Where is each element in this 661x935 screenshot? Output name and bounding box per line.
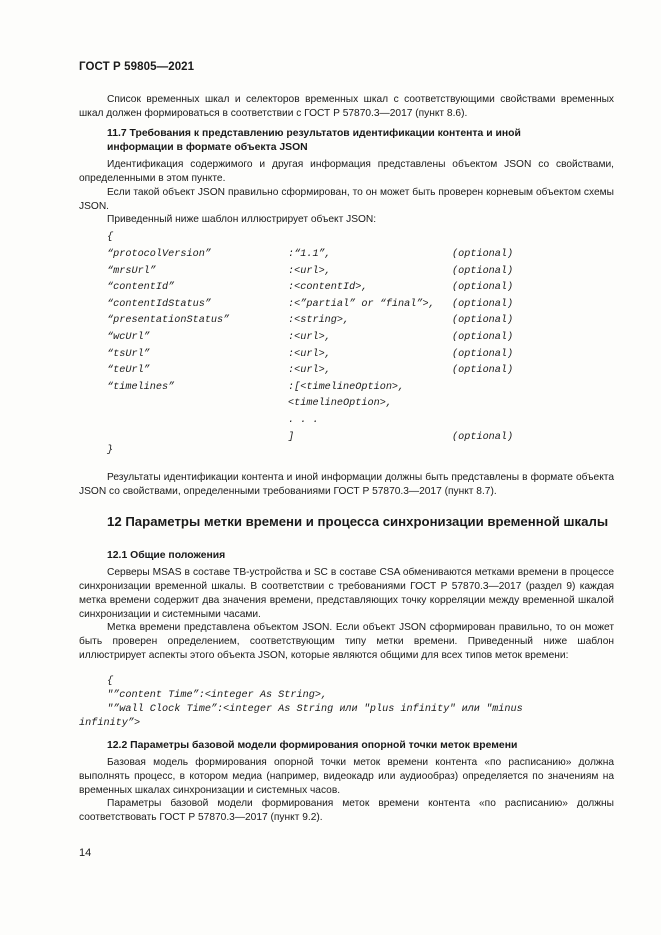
section-12-1-para1: Серверы MSAS в составе ТВ-устройства и SC в составе CSA обмениваются метками времени в процессе синхронизации временной шкалы. В соответствии с требованиями ГОСТ Р 57870.3—2017 (раздел 9) каждая метка времени содержит два значения времени, представляющих точку корреляции между временной шкалой синхронизации и системными часами.: [79, 567, 614, 620]
intro-paragraph: Список временных шкал и селекторов временных шкал с соответствующими свойствами временных шкал должен формироваться в соответствии с ГОСТ Р 57870.3—2017 (пункт 8.6).: [79, 94, 614, 119]
code-value: :<string>,: [288, 315, 350, 326]
document-header: ГОСТ Р 59805—2021: [79, 61, 195, 73]
code-key: “mrsUrl”: [107, 266, 156, 277]
code-value: <timelineOption>,: [288, 398, 392, 409]
code-note: (optional): [452, 365, 514, 376]
code-key: “teUrl”: [107, 365, 150, 376]
timestamp-code-line4: infinity”>: [79, 718, 141, 729]
code-value: :<url>,: [288, 266, 331, 277]
code-note: (optional): [452, 349, 514, 360]
timestamp-code-line1: {: [107, 676, 114, 687]
code-note: (optional): [452, 332, 514, 343]
code-key: “contentId”: [107, 282, 175, 293]
section-11-7-para1: Идентификация содержимого и другая информация представлены объектом JSON со свойствами, определенными в этом пункте.: [79, 159, 614, 184]
code-key: “wcUrl”: [107, 332, 150, 343]
code-key: “protocolVersion”: [107, 249, 211, 260]
code-key: “presentationStatus”: [107, 315, 230, 326]
code-note: (optional): [452, 315, 514, 326]
code-value: ]: [288, 432, 295, 443]
code-value: :<contentId>,: [288, 282, 368, 293]
code-value: :“1.1”,: [288, 249, 331, 260]
section-11-7-title: [107, 127, 612, 155]
results-paragraph: Результаты идентификации контента и иной информации должны быть представлены в формате объекта JSON со свойствами, определенными требованиями ГОСТ Р 57870.3—2017 (пункт 8.7).: [79, 472, 614, 497]
code-note: (optional): [452, 299, 514, 310]
section-12-1-title: 12.1 Общие положения: [107, 550, 226, 561]
section-12-2-para2: Параметры базовой модели формирования меток времени контента «по расписанию» должны соответствовать ГОСТ Р 57870.3—2017 (пункт 9.2).: [79, 798, 614, 823]
code-open-brace: {: [107, 232, 114, 243]
code-value: :<url>,: [288, 332, 331, 343]
code-value: . . .: [288, 415, 319, 426]
timestamp-code-line3: "”wall Clock Time”:<integer As String или "plus infinity" или "minus: [107, 704, 523, 715]
code-note: (optional): [452, 249, 514, 260]
section-11-7-title-line2: информации в формате объекта JSON: [107, 142, 308, 153]
section-12-2-para1: Базовая модель формирования опорной точки меток времени контента «по расписанию» должна выполнять процесс, в котором медиа (например, видеокадр или аудиообраз) определяется по значениям на временных шкалах синхронизации и системных часов.: [79, 757, 614, 796]
code-note: (optional): [452, 432, 514, 443]
section-12-1-para2: Метка времени представлена объектом JSON. Если объект JSON сформирован правильно, то он может быть проверен определением, соответствующим типу метки времени. Приведенный ниже шаблон иллюстрирует аспекты этого объекта JSON, которые являются общими для всех типов меток времени:: [79, 622, 614, 661]
section-12-2-title: 12.2 Параметры базовой модели формирования опорной точки меток времени: [107, 740, 518, 751]
code-note: (optional): [452, 266, 514, 277]
code-value: :[<timelineOption>,: [288, 382, 405, 393]
code-value: :<”partial” or “final”>,: [288, 299, 435, 310]
section-11-7-title-line1: 11.7 Требования к представлению результатов идентификации контента и иной: [107, 128, 521, 139]
code-value: :<url>,: [288, 365, 331, 376]
code-key: “tsUrl”: [107, 349, 150, 360]
code-key: “timelines”: [107, 382, 175, 393]
timestamp-code-line2: "”content Time”:<integer As String>,: [107, 690, 328, 701]
section-12-title: 12 Параметры метки времени и процесса синхронизации временной шкалы: [107, 514, 609, 529]
code-close-brace: }: [107, 445, 114, 456]
code-value: :<url>,: [288, 349, 331, 360]
section-11-7-para2: Если такой объект JSON правильно сформирован, то он может быть проверен корневым объектом схемы JSON.: [79, 187, 614, 212]
section-11-7-para3: Приведенный ниже шаблон иллюстрирует объект JSON:: [107, 214, 377, 225]
code-note: (optional): [452, 282, 514, 293]
code-key: “contentIdStatus”: [107, 299, 211, 310]
page-number: 14: [79, 847, 92, 859]
